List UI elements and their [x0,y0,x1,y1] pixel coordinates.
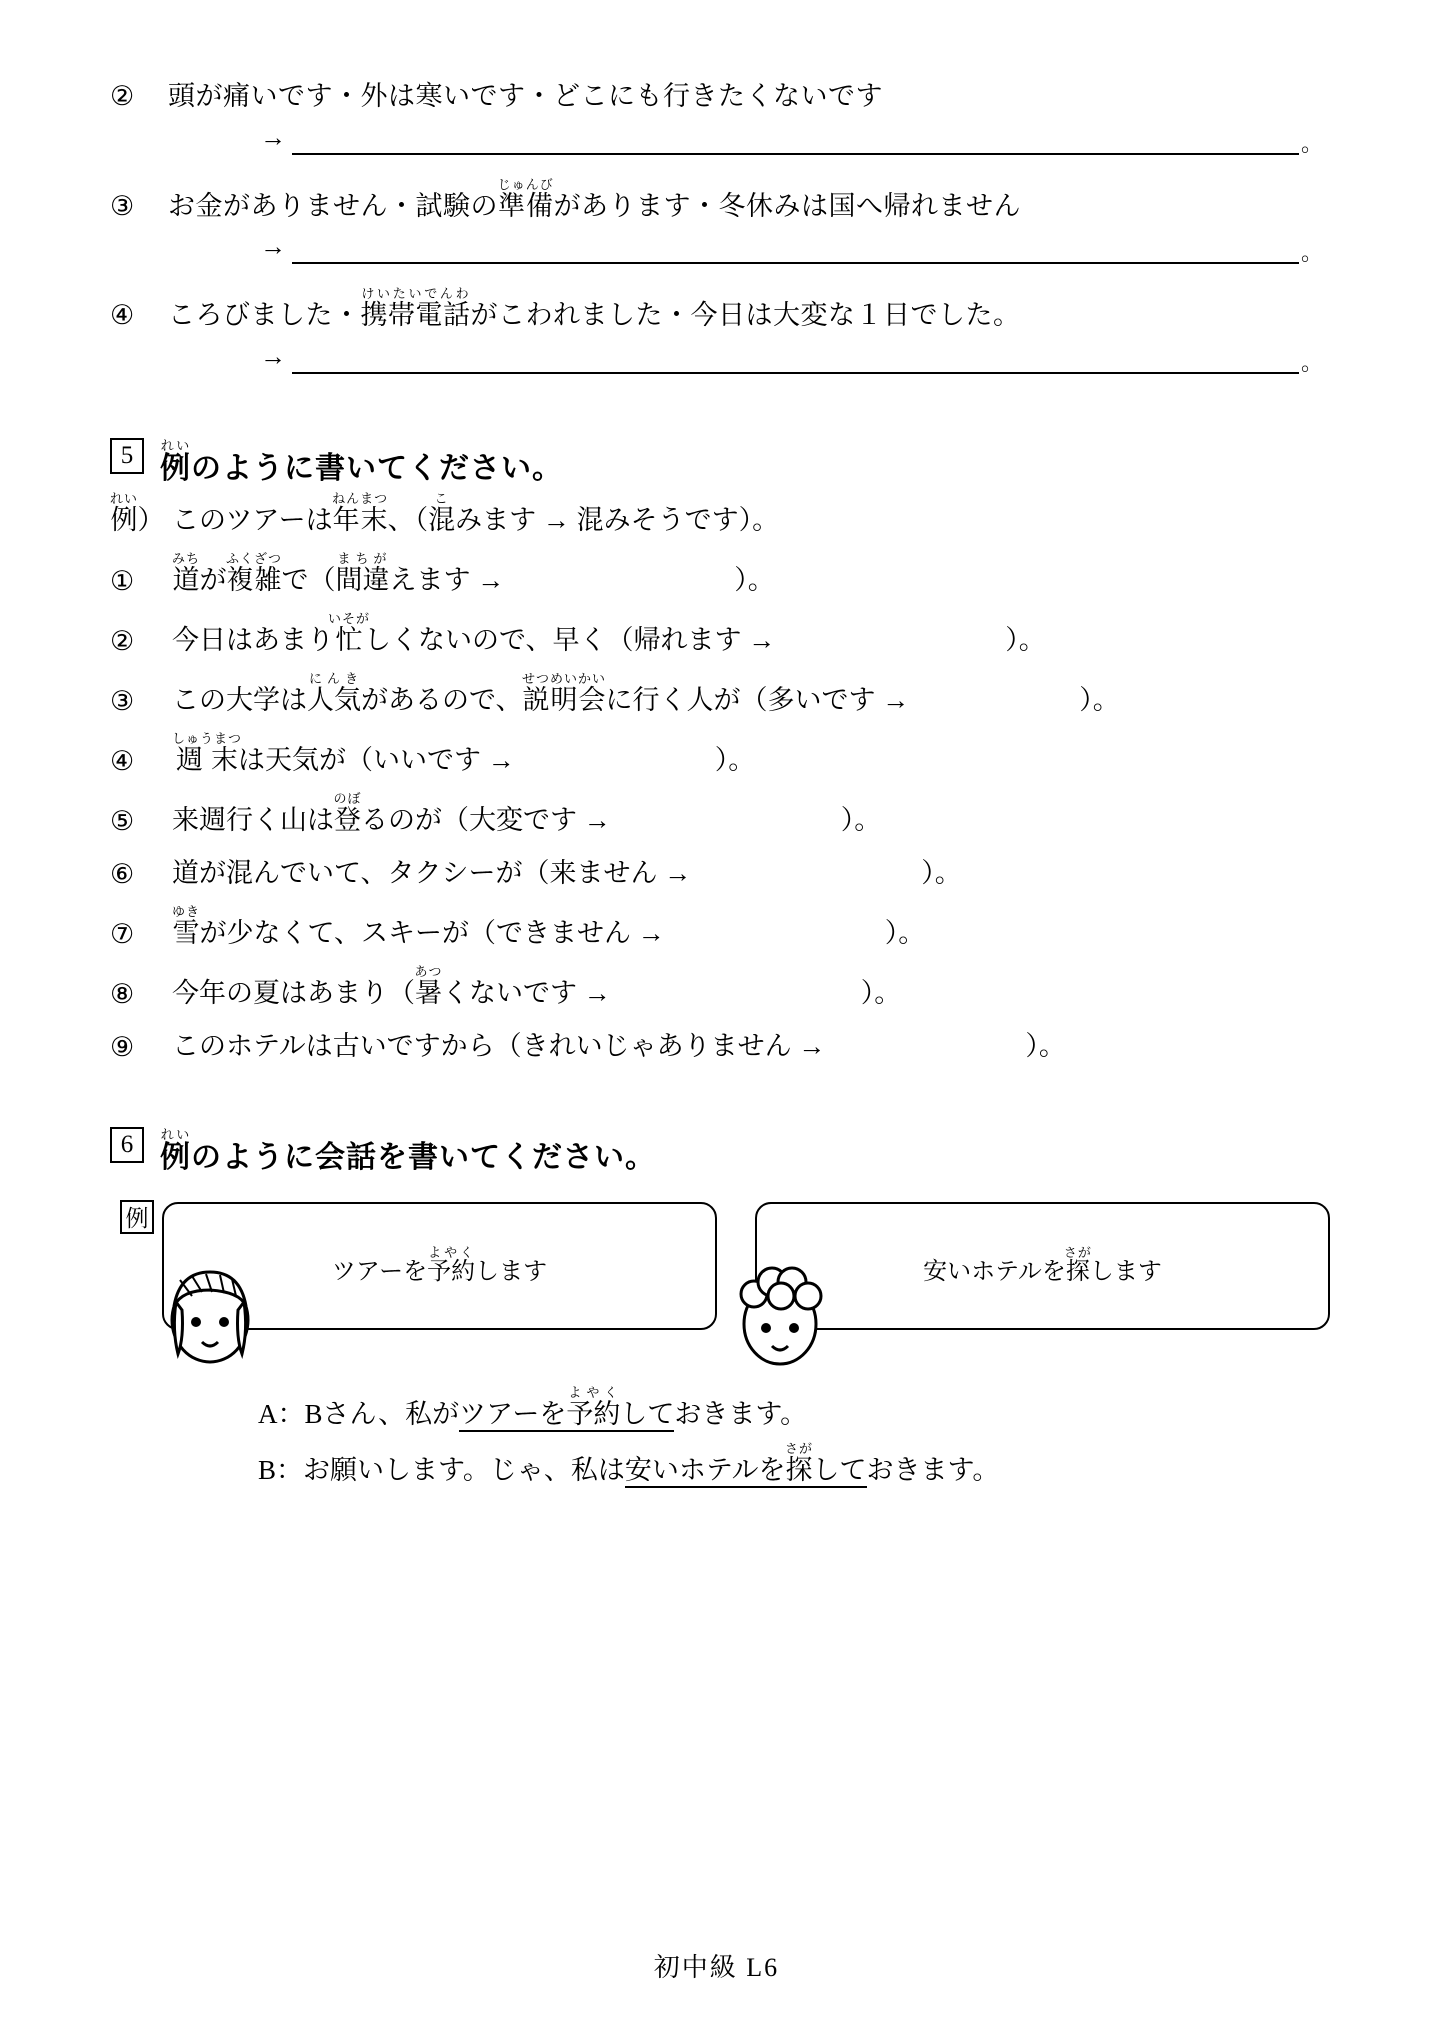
exercise-item [110,177,1323,227]
item-text: 今日はあまり忙いそがしくないので、早く（帰れます → [172,610,776,655]
exercise-5-header [110,438,1323,487]
item-number: ① [110,565,135,596]
arrow-icon: → [260,122,286,152]
speech-bubble-left-text: ツアーを予約よやくします [331,1245,548,1285]
arrow-icon: → [260,232,286,261]
answer-blank[interactable] [292,232,1299,264]
item-text: 道が混んでいて、タクシーが（来ません → [172,857,692,888]
item-number: ⑧ [110,978,135,1009]
item-number: ⑥ [110,858,135,889]
example-tag: 例 [120,1200,154,1234]
exercise-item [110,1024,1323,1063]
item-text: このホテルは古いですから（きれいじゃありません → [172,1030,826,1061]
exercise-item [110,551,1323,597]
exercise-item [110,76,1323,117]
answer-underline: 安いホテルを探さがして [625,1455,867,1488]
arrow-icon: → [260,341,286,371]
item-number: ② [110,625,135,656]
close-paren: ）。 [921,857,962,888]
answer-line[interactable] [110,342,1323,374]
exercise-6-header [110,1127,1323,1176]
dialog-line-b: B：お願いします。じゃ、私は安いホテルを探さがしておきます。 [110,1441,1323,1487]
item-number: ③ [110,685,135,716]
speech-bubble-right [755,1202,1330,1330]
close-paren: ）。 [840,804,882,835]
exercise-number-box: 5 [110,438,144,474]
period-mark: 。 [1300,240,1323,265]
exercise-number-box: 6 [110,1127,144,1163]
close-paren: ）。 [734,564,775,595]
item-number: ⑨ [110,1031,135,1062]
exercise-item [110,286,1323,336]
exercise-item [110,731,1323,777]
answer-blank[interactable] [292,342,1299,374]
page-footer: 初中級 L6 [653,1953,780,1982]
item-number: ③ [110,190,135,221]
answer-line[interactable] [110,123,1323,155]
item-text: 雪ゆきが少なくて、スキーが（できません → [172,903,665,948]
dialog-line-a: A：Bさん、私がツアーを予約よやくしておきます。 [110,1385,1323,1431]
answer-line[interactable] [110,232,1323,264]
period-mark: 。 [1300,349,1323,375]
close-paren: ）。 [860,977,902,1008]
exercise-item [110,964,1323,1010]
exercise-title: 例れいのように書いてください。 [160,437,563,485]
item-text: ころびました・携帯電話けいたいでんわがこわれました・今日は大変な１日でした。 [168,286,1021,330]
item-number: ⑦ [110,918,135,949]
close-paren: ）。 [714,744,756,775]
speech-bubble-right-text: 安いホテルを探さがします [923,1245,1162,1285]
exercise-title: 例れいのように会話を書いてください。 [160,1126,656,1174]
exercise-item [110,671,1323,717]
item-number: ④ [110,300,135,330]
item-number: ⑤ [110,805,135,836]
item-text: 今年の夏はあまり（暑あつくないです → [172,963,611,1008]
item-number: ② [110,81,135,111]
item-text: お金がありません・試験の準備じゅんびがあります・冬休みは国へ帰れません [168,176,1022,221]
example-dialogue-illustration [110,1200,1323,1375]
answer-blank[interactable] [292,123,1299,155]
close-paren: ）。 [1079,684,1120,715]
boy-avatar-icon [720,1258,840,1378]
item-text: 道みちが複雑ふくざつで（間違まちがえます → [172,550,505,595]
exercise-item [110,851,1323,890]
exercise-item [110,611,1323,657]
exercise-4-items [110,76,1323,374]
item-text: 頭が痛いです・外は寒いです・どこにも行きたくないです [168,81,883,111]
girl-avatar-icon [150,1258,270,1378]
item-number: ④ [110,745,135,776]
answer-underline: ツアーを予約よやくして [459,1399,674,1432]
exercise-5-example [110,491,1323,537]
item-text: 週末しゅうまつは天気が（いいです → [172,730,515,775]
close-paren: ）。 [884,917,926,948]
example-label: 例れい） [110,490,165,535]
exercise-5-items [110,551,1323,1063]
item-text: この大学は人気にんきがあるので、説明会せつめいかいに行く人が（多いです → [172,670,910,715]
close-paren: ）。 [1025,1030,1066,1061]
exercise-item [110,904,1323,950]
item-text: 来週行く山は登のぼるのが（大変です → [172,790,611,835]
example-text: このツアーは年末ねんまつ、（混こみます → 混みそうです）。 [172,490,780,535]
exercise-item [110,791,1323,837]
close-paren: ）。 [1005,624,1046,655]
period-mark: 。 [1300,130,1323,156]
